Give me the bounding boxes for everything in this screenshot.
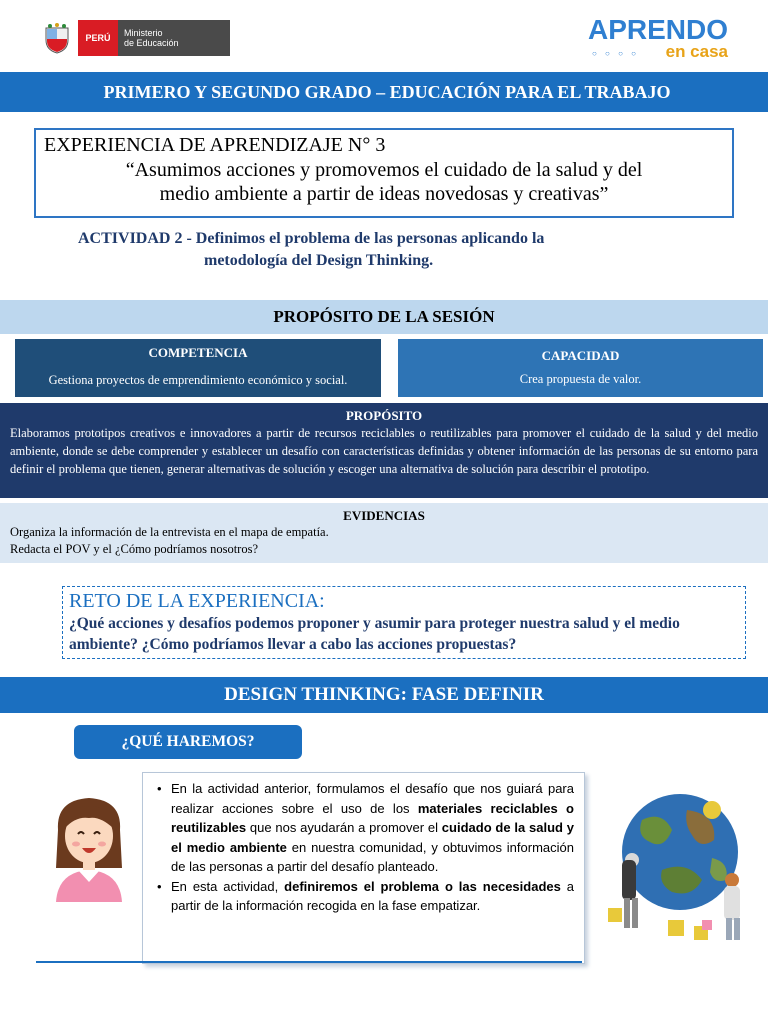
decorative-dots-icon: ○ ○ ○ ○ bbox=[591, 49, 639, 58]
ministerio-label bbox=[118, 20, 230, 56]
quote-line-1: “Asumimos acciones y promovemos el cuidado de la salud y del bbox=[125, 159, 643, 181]
capacidad-box bbox=[398, 339, 763, 397]
design-thinking-banner: DESIGN THINKING: FASE DEFINIR bbox=[0, 677, 768, 713]
que-haremos-label: ¿QUÉ HAREMOS? bbox=[74, 725, 302, 759]
actividad-line-2: metodología del Design Thinking. bbox=[204, 252, 434, 269]
grade-banner bbox=[0, 72, 768, 112]
coat-of-arms-icon bbox=[42, 22, 72, 54]
info-text: En la actividad anterior, formulamos el desafío que nos guiará para realizar acciones sobre el uso de los bbox=[171, 781, 574, 816]
proposito-label: PROPÓSITO bbox=[345, 408, 423, 423]
evidencia-item: Organiza la información de la entrevista en el mapa de empatía. bbox=[10, 525, 329, 539]
capacidad-text: Crea propuesta de valor. bbox=[519, 372, 642, 386]
proposito-sesion-header: PROPÓSITO DE LA SESIÓN bbox=[0, 300, 768, 334]
evidencias-label: EVIDENCIAS bbox=[343, 508, 425, 523]
aprendo-text: APRENDO bbox=[587, 14, 728, 45]
competencia-box bbox=[15, 339, 381, 397]
competencia-label: COMPETENCIA bbox=[148, 345, 248, 360]
reto-title: RETO DE LA EXPERIENCIA: bbox=[69, 590, 325, 612]
earth-cleaning-illustration-icon bbox=[592, 780, 762, 950]
proposito-box bbox=[0, 403, 768, 498]
info-bold-text: cuidado de la salud y el medio ambiente bbox=[171, 820, 574, 855]
evidencias-list bbox=[0, 524, 768, 558]
capacidad-label: CAPACIDAD bbox=[541, 348, 620, 363]
peru-label: PERÚ bbox=[78, 20, 118, 56]
girl-avatar-icon bbox=[48, 790, 130, 902]
actividad-line-1: ACTIVIDAD 2 - Definimos el problema de las personas aplicando la bbox=[78, 230, 545, 247]
aprendo-en-casa-logo bbox=[588, 16, 728, 60]
ministerio-line-2: de Educación bbox=[124, 38, 179, 48]
reto-text: ¿Qué acciones y desafíos podemos proponer y asumir para proteger nuestra salud y el medio ambiente? ¿Cómo podríamos llevar a cabo las acciones propuestas? bbox=[69, 615, 680, 653]
grade-banner-title: PRIMERO Y SEGUNDO GRADO – EDUCACIÓN PARA EL TRABAJO bbox=[103, 81, 671, 102]
bottom-divider bbox=[36, 961, 582, 963]
info-text: que nos ayudarán a promover el bbox=[246, 820, 442, 835]
quote-line-2: medio ambiente a partir de ideas novedosas y creativas” bbox=[159, 183, 609, 205]
evidencias-box bbox=[0, 503, 768, 563]
ministerio-line-1: Ministerio bbox=[124, 28, 163, 38]
competencia-text: Gestiona proyectos de emprendimiento económico y social. bbox=[48, 373, 348, 387]
info-bullet-2 bbox=[153, 877, 574, 916]
proposito-text: Elaboramos prototipos creativos e innovadores a partir de recursos reciclables o reutilizables para promover el cuidado de la salud y del medio ambiente, donde se debe comprender y establecer un desafío con características definidas y obtener información de las personas de su entorno para definir el problema que tienen, generar alternativas de solución y escoger una alternativa de solución para describir el prototipo. bbox=[10, 426, 758, 476]
info-text: a partir de la información recogida en la fase empatizar. bbox=[171, 878, 575, 913]
minedu-logo bbox=[42, 18, 230, 58]
info-bold-text: materiales reciclables o reutilizables bbox=[171, 800, 574, 835]
actividad-info-box bbox=[142, 772, 585, 964]
info-bold-text: definiremos el problema o las necesidades bbox=[284, 878, 561, 894]
experiencia-box bbox=[34, 128, 734, 218]
info-text: en nuestra comunidad, y obtuvimos información de las personas a partir del desafío planteado. bbox=[171, 839, 574, 874]
experiencia-title: EXPERIENCIA DE APRENDIZAJE N° 3 bbox=[44, 134, 386, 156]
experiencia-quote bbox=[44, 158, 724, 206]
actividad-title bbox=[78, 228, 698, 272]
reto-box bbox=[62, 586, 746, 659]
evidencia-item: Redacta el POV y el ¿Cómo podríamos nosotros? bbox=[10, 542, 258, 556]
info-bullet-1 bbox=[153, 779, 574, 877]
info-text: En esta actividad, bbox=[171, 878, 285, 894]
en-casa-text: en casa bbox=[665, 42, 728, 61]
